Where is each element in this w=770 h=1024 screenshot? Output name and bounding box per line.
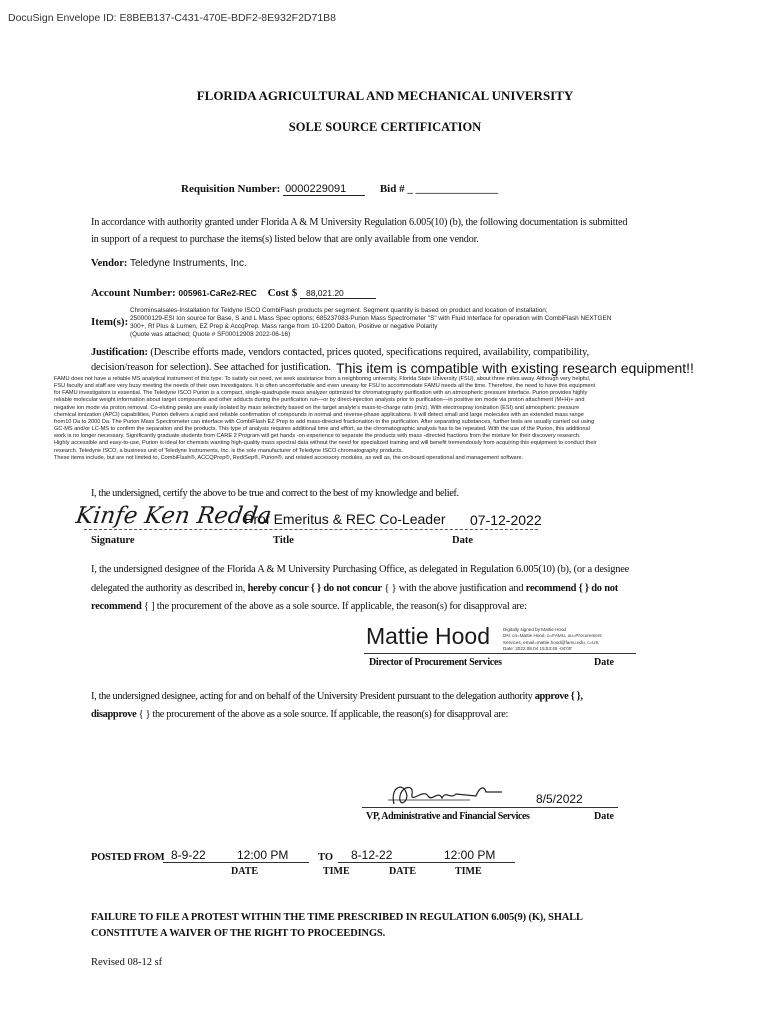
justification-line1: Justification: (Describe efforts made, vendors contacted, prices quoted, specifications required, availability, compatibility, [91, 347, 590, 358]
director-label: Director of Procurement Services [369, 657, 502, 668]
posted-from-time: 12:00 PM [237, 848, 289, 862]
account-label: Account Number: [91, 287, 176, 299]
items-label: Item(s): [91, 316, 129, 328]
director-signature: Mattie Hood [366, 623, 491, 649]
vp-date: 8/5/2022 [536, 792, 583, 806]
vendor-row [91, 258, 247, 269]
digital-signature-info: Digitally signed by Mattie Hood DN: cn=Mattie Hood, o=FAMU, ou=Procurement Services, email=mattie.hood@famu.edu, c=US Date: 2022.08.04 15:53:46 -04'00' [503, 627, 602, 651]
from-time-label: TIME [323, 866, 350, 877]
posted-to-label: TO [318, 852, 333, 863]
requisition-number: 0000229091 [283, 183, 365, 196]
posted-to-date: 8-12-22 [351, 848, 393, 862]
vp-date-label: Date [594, 811, 614, 822]
protest-notice: FAILURE TO FILE A PROTEST WITHIN THE TIME PRESCRIBED IN REGULATION 6.005(9) (K), SHALL CONSTITUTE A WAIVER OF THE RIGHT TO PROCEEDINGS. [91, 912, 583, 939]
bid-label: Bid # [379, 183, 405, 195]
vendor-label: Vendor: [91, 258, 128, 269]
date-label: Date [452, 535, 473, 546]
title-label: Title [273, 535, 294, 546]
posted-to-line [338, 862, 515, 863]
justification-line2: decision/reason for selection). See attached for justification. [91, 362, 331, 373]
requester-signature: Kinfe Ken Redda [74, 503, 274, 529]
revision-note: Revised 08-12 sf [91, 957, 163, 968]
posted-label: POSTED FROM [91, 852, 165, 863]
requisition-label: Requisition Number: [181, 183, 281, 195]
vp-signature-line [362, 807, 618, 808]
director-date-label: Date [594, 657, 614, 668]
from-date-label: DATE [231, 866, 259, 877]
account-number: 005961-CaRe2-REC [178, 288, 257, 298]
to-time-label: TIME [455, 866, 482, 877]
posted-from-line [163, 862, 309, 863]
account-row [91, 287, 376, 299]
posted-from-date: 8-9-22 [171, 848, 206, 862]
envelope-id: DocuSign Envelope ID: E8BEB137-C431-470E-BDF2-8E932F2D71B8 [8, 12, 337, 24]
requisition-row [181, 183, 498, 196]
president-text: I, the undersigned designee, acting for and on behalf of the University President pursuant to the delegation authority approve { }, disapprove { } the procurement of the above as a sole source. If applicable, the reason(s) for disapproval are: [91, 691, 583, 720]
intro-text: In accordance with authority granted under Florida A & M University Regulation 6.005(10) (b), the following documentation is submitted in support of a request to purchase the items(s) listed below that are only available from one vendor. [91, 217, 628, 245]
designee-text: I, the undersigned designee of the Florida A & M University Purchasing Office, as delegated in Regulation 6.005(10) (b), (or a designee delegated the authority as described in, hereby concur { } do not concur { } with the above justification and recommend { } do not recommend { ] the procurement of the above as a sole source. If applicable, the reason(s) for disapproval are: [91, 564, 630, 612]
items-list: Chrominsalsales-Installation for Teldyne ISCO CombiFlash products per segment. Segment quantity is based on product and location of installation; 250000129-ESI Ion source for Base, S and L Mass Spec options; 685237083-Purion Mass Spectrometer "S" with Fluid Interface for operation with CombiFlash NEXTGEN 300+, Rf Plus & Lumen, EZ Prep & AccqPrep. Mass range from 10-1200 Dalton, Positive or negative Polarity (Quote was attached; Quote # SF00012908 2022-06-16) [130, 307, 612, 338]
director-signature-line [364, 653, 636, 654]
cost-label: Cost $ [267, 287, 298, 299]
requester-signature-line [84, 529, 538, 530]
justification-label: Justification: [91, 347, 148, 358]
cost-value: 88,021.20 [300, 288, 376, 299]
certify-text: I, the undersigned, certify the above to be true and correct to the best of my knowledge and belief. [91, 488, 459, 499]
requester-title: Prof Emeritus & REC Co-Leader [244, 511, 446, 527]
requester-date: 07-12-2022 [470, 512, 542, 528]
university-title: FLORIDA AGRICULTURAL AND MECHANICAL UNIVERSITY [196, 88, 574, 103]
justification-callout: This item is compatible with existing research equipment!! [336, 360, 694, 376]
form-title: SOLE SOURCE CERTIFICATION [288, 120, 482, 134]
vendor-value: Teledyne Instruments, Inc. [130, 258, 247, 269]
vp-label: VP, Administrative and Financial Services [366, 811, 530, 822]
to-date-label: DATE [389, 866, 417, 877]
bid-value: _ _______________ [407, 183, 499, 195]
signature-label: Signature [91, 535, 135, 546]
posted-to-time: 12:00 PM [444, 848, 496, 862]
justification-body: FAMU does not have a reliable MS analytical instrument of this type. To satisfy our need, we seek assistance from a neighboring university, Florida State University (FSU), about three miles away. Although very helpful, FSU faculty and staff are very busy meeting the needs of their own investigators. It is often uncomfortable and even uneasy for FSU to accommodate FAMU needs all the time. Therefore, the need to have this equipment for FAMU investigators is essential. The Teledyne ISCO Purion is a compact, single-quadrupole mass analyzer optimized for chromatography purification with an atmospheric pressure interface. Purion provides highly reliable molecular weight information about target compounds and other adducts during the purification run—or by direct-injection analysis prior to purification—in positive ion mode via proton attachment (M+H)+ and negative ion mode via proton removal. Co-eluting peaks are easily isolated by mass selectivity based on the target analyte's mass-to-charge ratio (m/z). With electrospray ionization (ESI) and atmospheric pressure chemical ionization (APCI) capabilities, Purion delivers a rapid and reliable confirmation of compounds in normal and reverse-phase applications. It will detect small and large molecules with an extended mass range from10 Da to 2000 Da. The Purion Mass Spectrometer can interface with CombiFlash EZ Prep to add mass-directed fractionation to the purification. After separating substances, further tests are usually carried out using GC-MS and/or LC-MS to confirm the separation and the products. This type of analysis requires additional time and effort, as the chromatographic analysis has to be repeated. With the use of the Purion, this additional work is no longer necessary. Significantly graduate students from CARE 2 Program will get hands -on experience to separate the products with mass -directed fractions from the mixture for their discovery research. Highly accessible and easy-to-use, Purion is ideal for chemists wanting high-quality mass spectral data without the need for specialized training and will benefit tremendously from acquiring this equipment to conduct their research. Teledyne ISCO, a business unit of Teledyne Instruments, Inc. is the sole manufacturer of Teledyne ISCO chromatography products. These items include, but are not limited to, CombiFlash®, ACCQPrep®, RediSep®, Purion®, and related accessory modules, as well as, the on-board operational and management software. [54, 376, 597, 461]
